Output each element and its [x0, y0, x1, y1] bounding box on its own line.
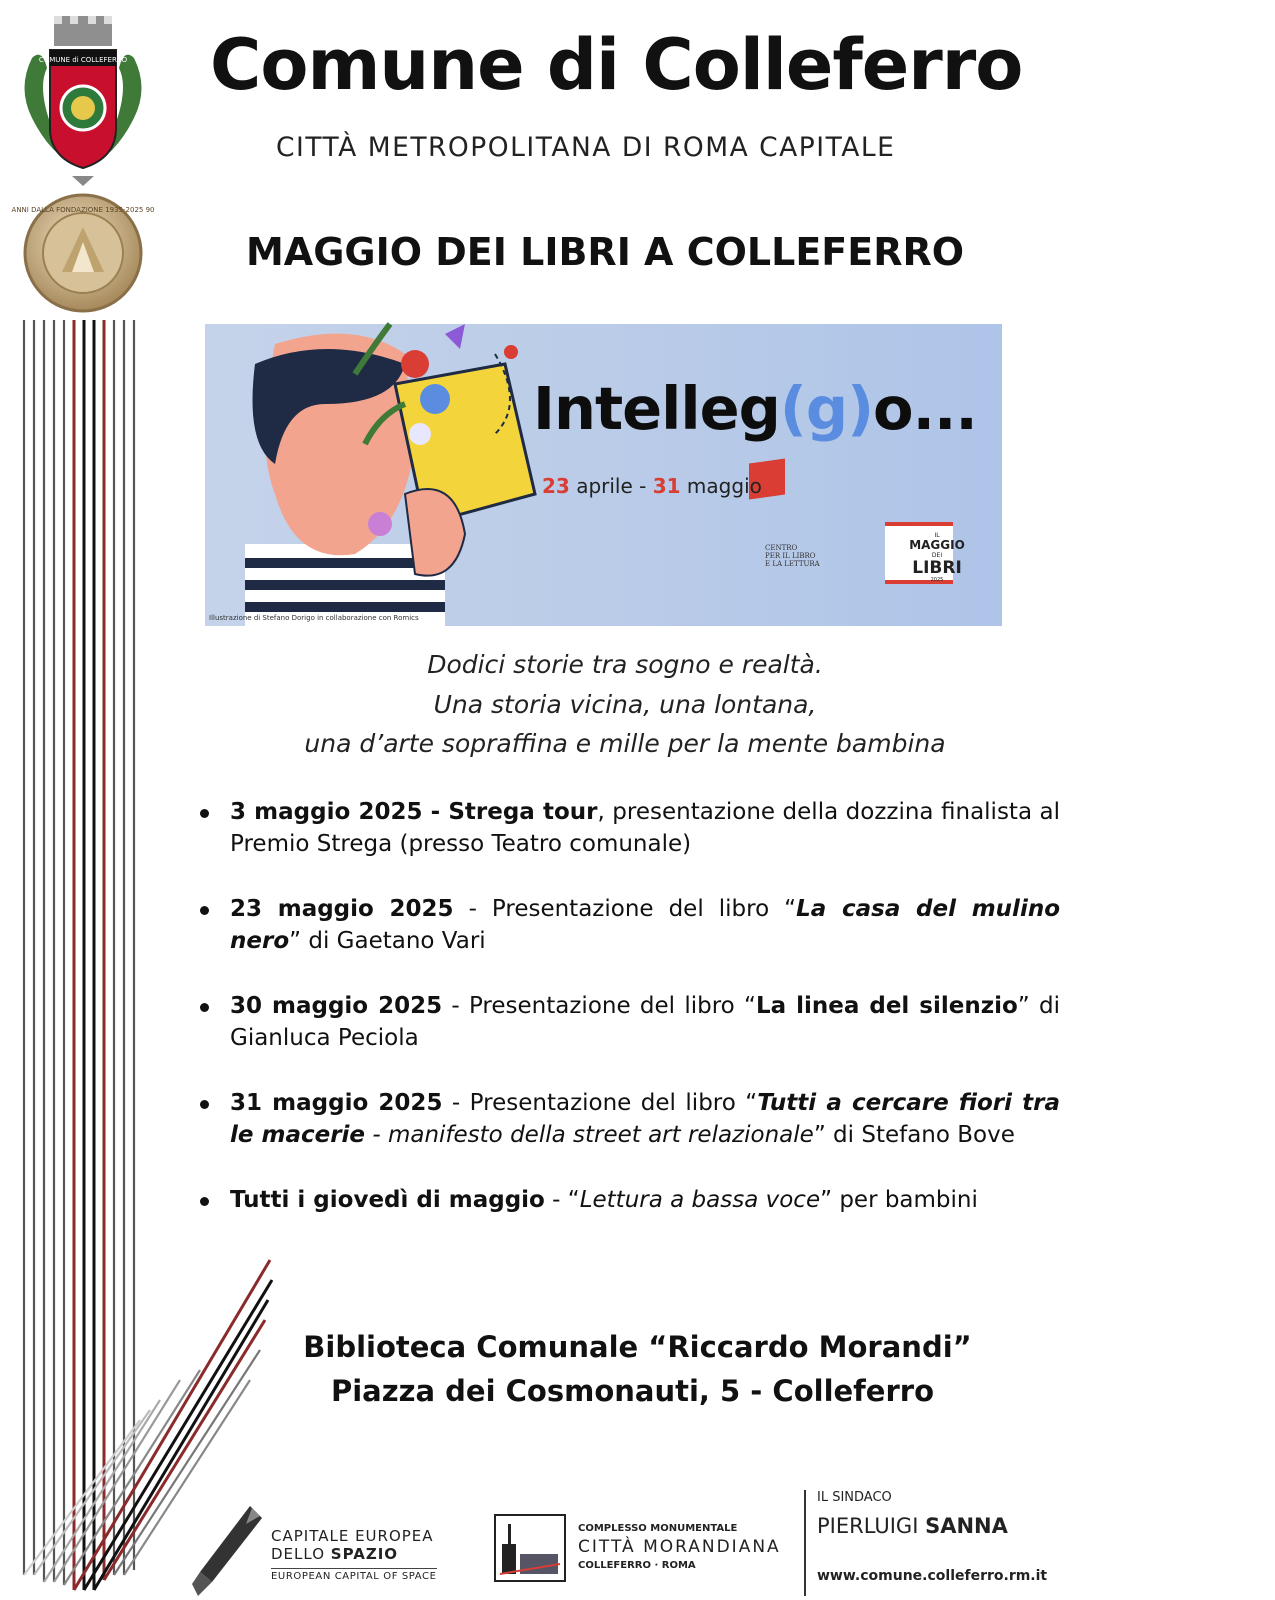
morandiana-logo	[494, 1514, 566, 1582]
event-item: 23 maggio 2025 - Presentazione del libro “La casa del mulino nero” di Gaetano Vari	[200, 893, 1060, 957]
capitale-spazio-line1: CAPITALE EUROPEA	[271, 1527, 434, 1545]
events-list	[200, 796, 1060, 1249]
cepell-logo-text: CENTRO PER IL LIBRO E LA LETTURA	[765, 544, 820, 568]
morandiana-line3: COLLEFERRO · ROMA	[578, 1560, 696, 1571]
capitale-spazio-line3: EUROPEAN CAPITAL OF SPACE	[271, 1568, 437, 1582]
event-banner	[205, 324, 1002, 626]
illustration-credit: Illustrazione di Stefano Dorigo in collaborazione con Romics	[209, 614, 419, 622]
crest-text: COMUNE di COLLEFERRO	[38, 56, 128, 64]
mayor-name: PIERLUIGI SANNA	[817, 1514, 1008, 1538]
event-title: MAGGIO DEI LIBRI A COLLEFERRO	[245, 230, 965, 274]
banner-dates: 23 aprile - 31 maggio	[542, 474, 762, 498]
event-item: 30 maggio 2025 - Presentazione del libro “La linea del silenzio” di Gianluca Peciola	[200, 990, 1060, 1054]
event-item: 3 maggio 2025 - Strega tour, presentazione della dozzina finalista al Premio Strega (presso Teatro comunale)	[200, 796, 1060, 860]
library-name: Biblioteca Comunale “Riccardo Morandi”	[303, 1330, 972, 1364]
event-item: Tutti i giovedì di maggio - “Lettura a bassa voce” per bambini	[200, 1184, 1060, 1216]
mayor-label: IL SINDACO	[817, 1490, 892, 1505]
library-address: Piazza dei Cosmonauti, 5 - Colleferro	[330, 1374, 934, 1408]
quote-line: Dodici storie tra sogno e realtà.	[427, 650, 823, 679]
medal-text: ANNI DALLA FONDAZIONE 1935-2025 90	[11, 206, 155, 214]
maggio-dei-libri-logo: IL MAGGIO DEI LIBRI 2025	[909, 532, 965, 583]
quote-line: Una storia vicina, una lontana,	[433, 690, 817, 719]
coat-of-arms-crest	[12, 8, 154, 188]
morandiana-line2: CITTÀ MORANDIANA	[578, 1537, 781, 1557]
quote-line: una d’arte sopraffina e mille per la mente bambina	[304, 729, 946, 758]
footer-divider	[804, 1490, 806, 1596]
website-link[interactable]: www.comune.colleferro.rm.it	[817, 1568, 1048, 1584]
morandiana-line1: COMPLESSO MONUMENTALE	[578, 1523, 738, 1534]
event-item: 31 maggio 2025 - Presentazione del libro “Tutti a cercare fiori tra le macerie - manifesto della street art relazionale” di Stefano Bove	[200, 1087, 1060, 1151]
banner-headline: Intelleg(g)o...	[533, 374, 977, 443]
rocket-logo	[190, 1502, 266, 1598]
page-subtitle: CITTÀ METROPOLITANA DI ROMA CAPITALE	[276, 132, 896, 163]
capitale-spazio-line2: DELLO SPAZIO	[271, 1545, 399, 1563]
page-title: Comune di Colleferro	[210, 24, 1023, 106]
